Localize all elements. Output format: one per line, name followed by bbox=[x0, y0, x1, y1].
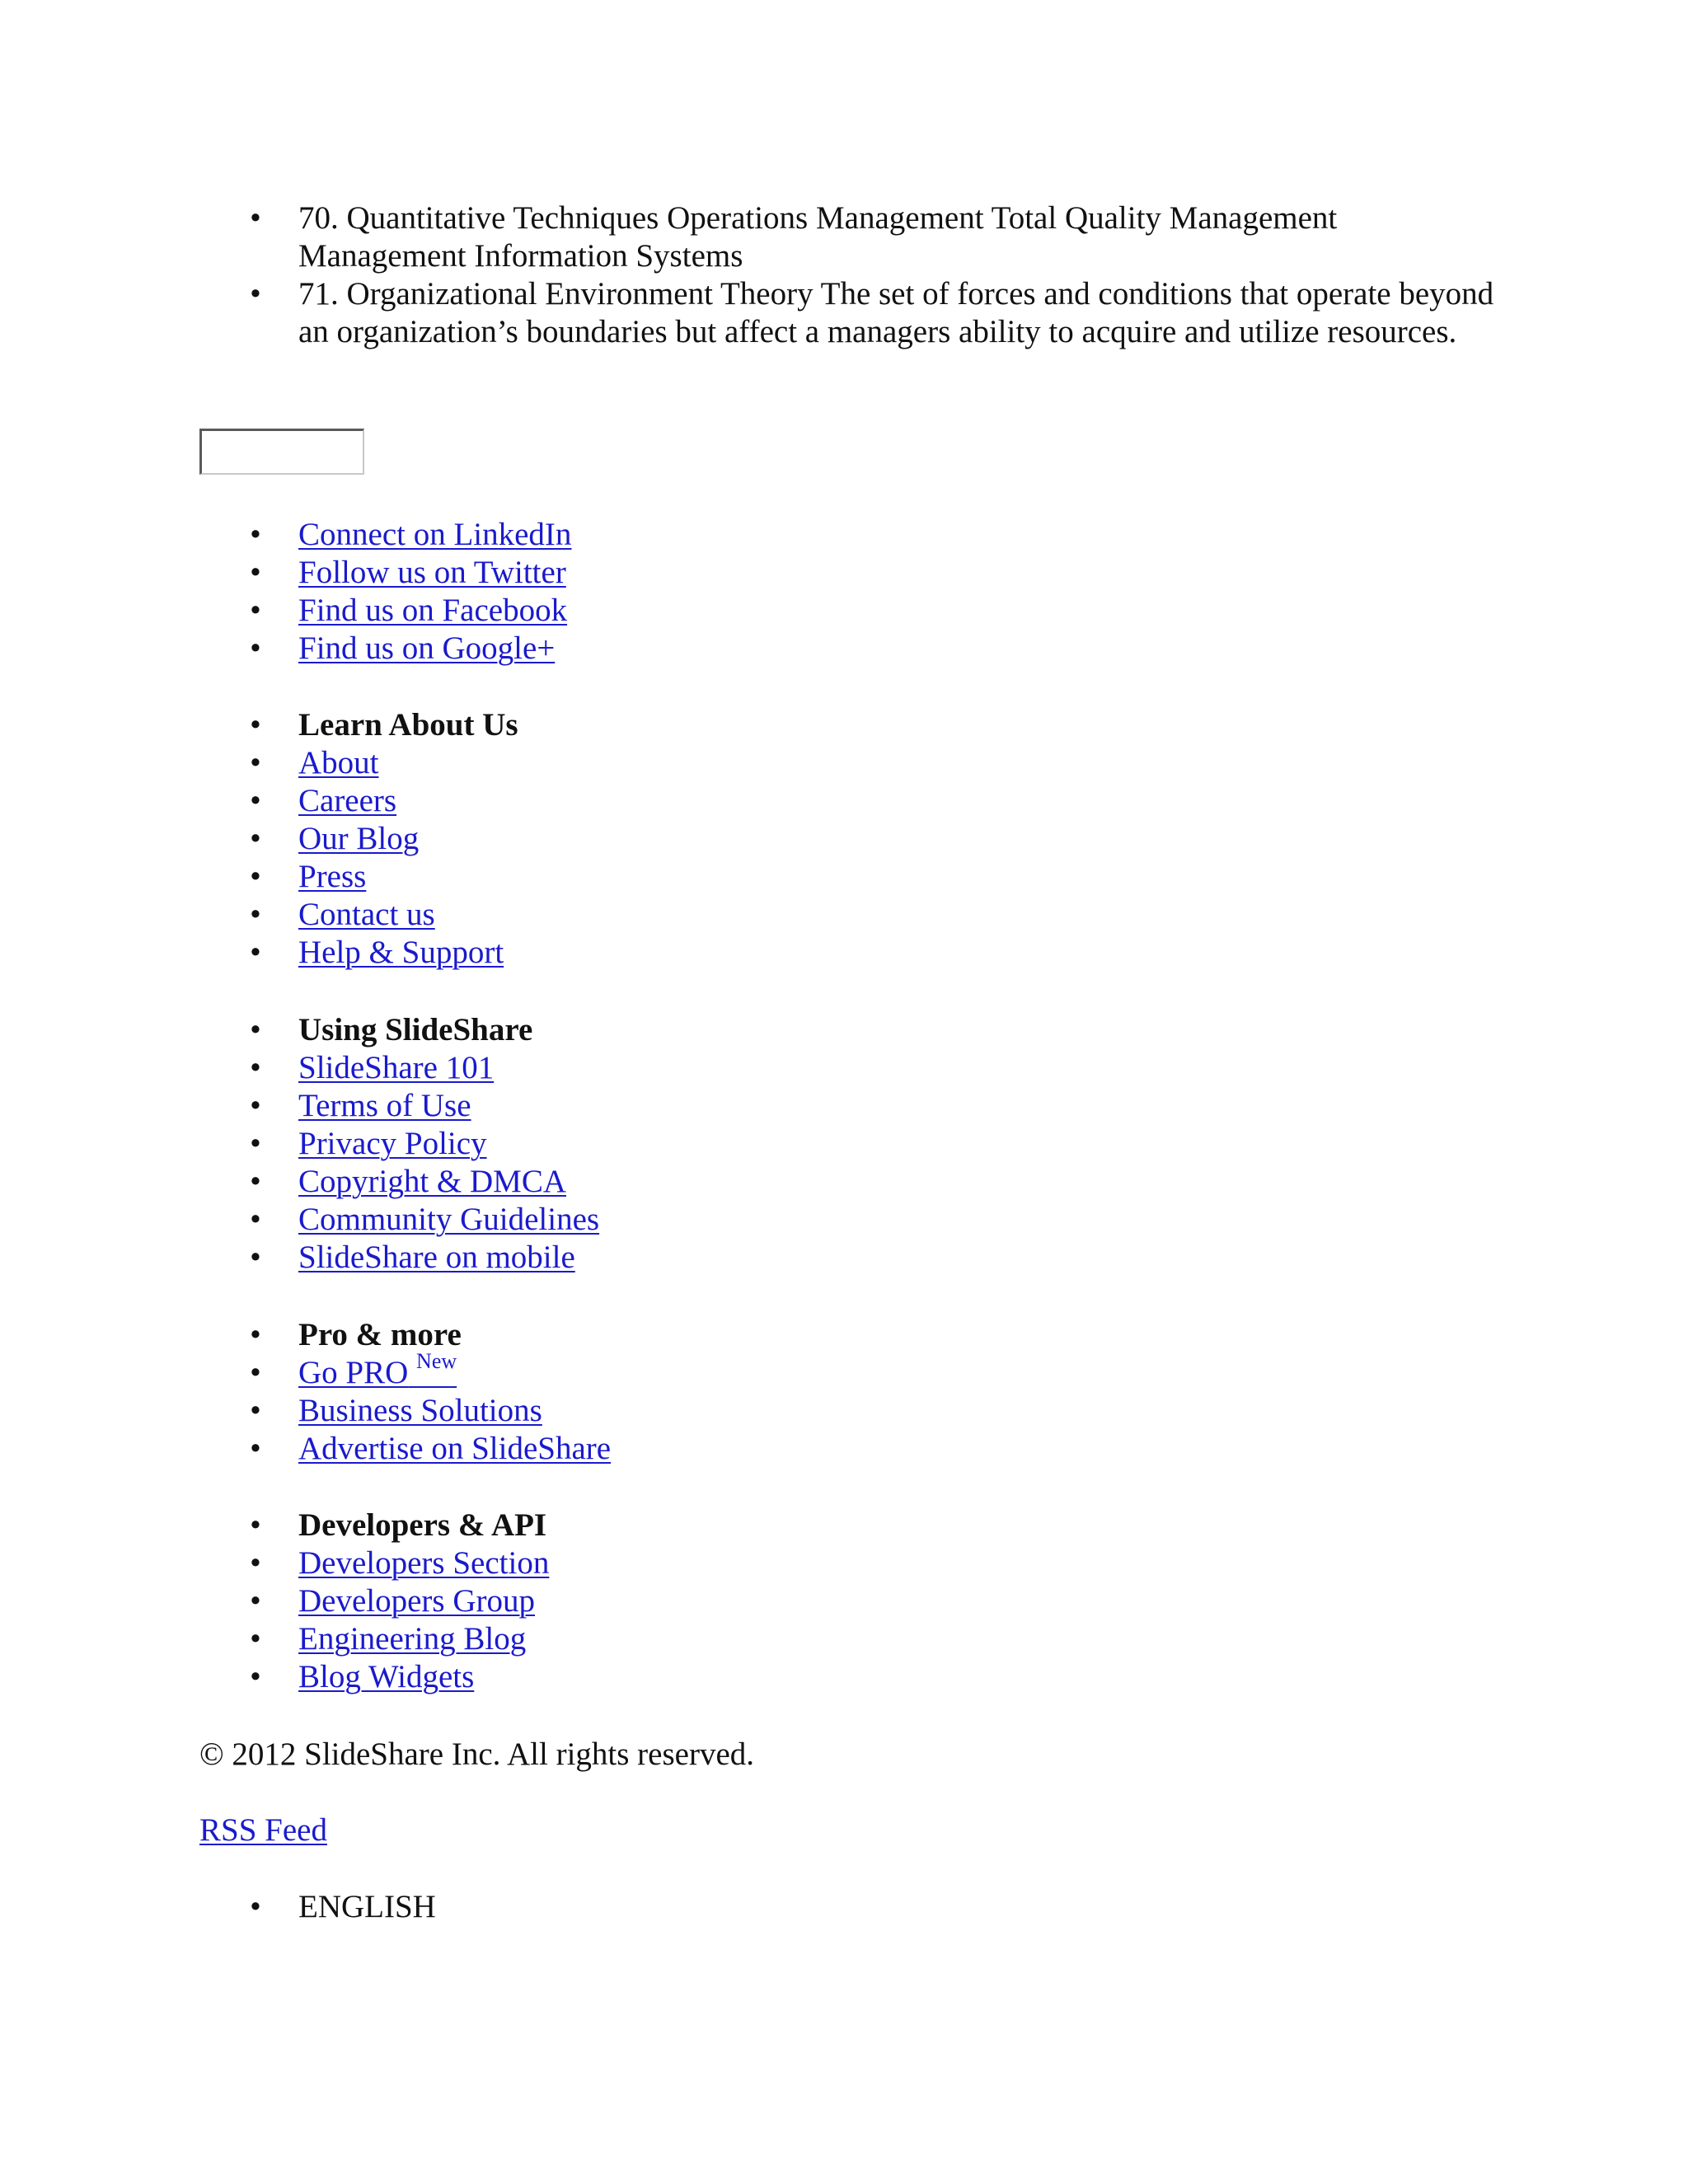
list-item bbox=[0, 630, 1154, 668]
section-heading: Developers & API bbox=[298, 1507, 547, 1543]
copyright-dmca-link[interactable]: Copyright & DMCA bbox=[298, 1164, 567, 1199]
twitter-link[interactable]: Follow us on Twitter bbox=[298, 555, 566, 590]
bullet: • bbox=[250, 517, 261, 552]
bullet: • bbox=[250, 1621, 261, 1657]
using-slideshare-list bbox=[0, 1011, 1154, 1277]
language-list bbox=[0, 1888, 1154, 1926]
list-item bbox=[0, 1392, 1154, 1430]
list-item bbox=[0, 1620, 1154, 1658]
slide-item bbox=[0, 275, 1500, 351]
list-item bbox=[0, 1582, 1154, 1620]
contact-us-link[interactable]: Contact us bbox=[298, 897, 435, 932]
bullet: • bbox=[250, 1240, 261, 1275]
list-item bbox=[0, 896, 1154, 934]
list-item bbox=[0, 1201, 1154, 1239]
engineering-blog-link[interactable]: Engineering Blog bbox=[298, 1621, 527, 1657]
list-item bbox=[0, 1049, 1154, 1087]
press-link[interactable]: Press bbox=[298, 859, 367, 894]
go-pro-label: Go PRO bbox=[298, 1355, 409, 1390]
bullet: • bbox=[250, 1088, 261, 1123]
language-selector[interactable]: ENGLISH bbox=[298, 1889, 436, 1924]
section-heading: Learn About Us bbox=[298, 707, 518, 743]
bullet: • bbox=[250, 276, 261, 312]
list-item bbox=[0, 1087, 1154, 1125]
pro-and-more-list bbox=[0, 1316, 1154, 1468]
list-item bbox=[0, 554, 1154, 592]
slideshare-mobile-link[interactable]: SlideShare on mobile bbox=[298, 1240, 575, 1275]
blog-widgets-link[interactable]: Blog Widgets bbox=[298, 1659, 475, 1694]
linkedin-link[interactable]: Connect on LinkedIn bbox=[298, 517, 572, 552]
bullet: • bbox=[250, 1050, 261, 1085]
bullet: • bbox=[250, 859, 261, 894]
bullet: • bbox=[250, 707, 261, 743]
bullet: • bbox=[250, 1164, 261, 1199]
list-heading-item bbox=[0, 1011, 1154, 1049]
bullet: • bbox=[250, 1583, 261, 1619]
slideshare-101-link[interactable]: SlideShare 101 bbox=[298, 1050, 495, 1085]
list-item bbox=[0, 1658, 1154, 1696]
section-heading: Using SlideShare bbox=[298, 1012, 533, 1047]
bullet: • bbox=[250, 1202, 261, 1237]
slide-item bbox=[0, 199, 1500, 275]
developers-api-list bbox=[0, 1507, 1154, 1696]
bullet: • bbox=[250, 935, 261, 970]
bullet: • bbox=[250, 1431, 261, 1466]
list-item bbox=[0, 1125, 1154, 1163]
bullet: • bbox=[250, 1507, 261, 1543]
new-badge: New bbox=[416, 1349, 457, 1373]
our-blog-link[interactable]: Our Blog bbox=[298, 821, 420, 856]
about-link[interactable]: About bbox=[298, 745, 379, 780]
bullet: • bbox=[250, 745, 261, 780]
slide-text: 70. Quantitative Techniques Operations Management Total Quality Management Management Information Systems bbox=[298, 200, 1338, 274]
section-heading: Pro & more bbox=[298, 1317, 462, 1352]
privacy-policy-link[interactable]: Privacy Policy bbox=[298, 1126, 487, 1161]
bullet: • bbox=[250, 897, 261, 932]
careers-link[interactable]: Careers bbox=[298, 783, 397, 818]
list-item bbox=[0, 934, 1154, 972]
developers-section-link[interactable]: Developers Section bbox=[298, 1545, 550, 1581]
list-item bbox=[0, 1239, 1154, 1277]
bullet: • bbox=[250, 821, 261, 856]
google-plus-link[interactable]: Find us on Google+ bbox=[298, 630, 556, 666]
rss-feed-link[interactable]: RSS Feed bbox=[199, 1812, 327, 1848]
list-item bbox=[0, 782, 1154, 820]
list-heading-item bbox=[0, 1507, 1154, 1544]
terms-of-use-link[interactable]: Terms of Use bbox=[298, 1088, 471, 1123]
list-item bbox=[0, 516, 1154, 554]
advertise-link[interactable]: Advertise on SlideShare bbox=[298, 1431, 612, 1466]
go-pro-link[interactable] bbox=[298, 1349, 457, 1390]
facebook-link[interactable]: Find us on Facebook bbox=[298, 593, 568, 628]
learn-about-us-list bbox=[0, 706, 1154, 972]
slide-text: 71. Organizational Environment Theory The set of forces and conditions that operate beyond an organization’s boundaries but affect a managers ability to acquire and utilize resources. bbox=[298, 276, 1494, 349]
list-item bbox=[0, 1430, 1154, 1468]
social-links bbox=[0, 516, 1154, 668]
bullet: • bbox=[250, 630, 261, 666]
bullet: • bbox=[250, 1393, 261, 1428]
list-item bbox=[0, 1163, 1154, 1201]
bullet: • bbox=[250, 1889, 261, 1924]
bullet: • bbox=[250, 200, 261, 236]
bullet: • bbox=[250, 1012, 261, 1047]
business-solutions-link[interactable]: Business Solutions bbox=[298, 1393, 542, 1428]
copyright-text: © 2012 SlideShare Inc. All rights reserved. bbox=[199, 1736, 754, 1772]
bullet: • bbox=[250, 593, 261, 628]
community-guidelines-link[interactable]: Community Guidelines bbox=[298, 1202, 600, 1237]
bullet: • bbox=[250, 1355, 261, 1390]
list-item bbox=[0, 1888, 1154, 1926]
search-input[interactable] bbox=[199, 429, 364, 475]
help-support-link[interactable]: Help & Support bbox=[298, 935, 504, 970]
list-item bbox=[0, 744, 1154, 782]
bullet: • bbox=[250, 1659, 261, 1694]
bullet: • bbox=[250, 1545, 261, 1581]
bullet: • bbox=[250, 783, 261, 818]
list-item bbox=[0, 592, 1154, 630]
bullet: • bbox=[250, 555, 261, 590]
list-heading-item bbox=[0, 706, 1154, 744]
list-item bbox=[0, 1544, 1154, 1582]
list-heading-item bbox=[0, 1316, 1154, 1354]
bullet: • bbox=[250, 1317, 261, 1352]
slide-transcript-list bbox=[0, 199, 1500, 351]
list-item bbox=[0, 1349, 1154, 1392]
bullet: • bbox=[250, 1126, 261, 1161]
list-item bbox=[0, 858, 1154, 896]
list-item bbox=[0, 820, 1154, 858]
developers-group-link[interactable]: Developers Group bbox=[298, 1583, 535, 1619]
